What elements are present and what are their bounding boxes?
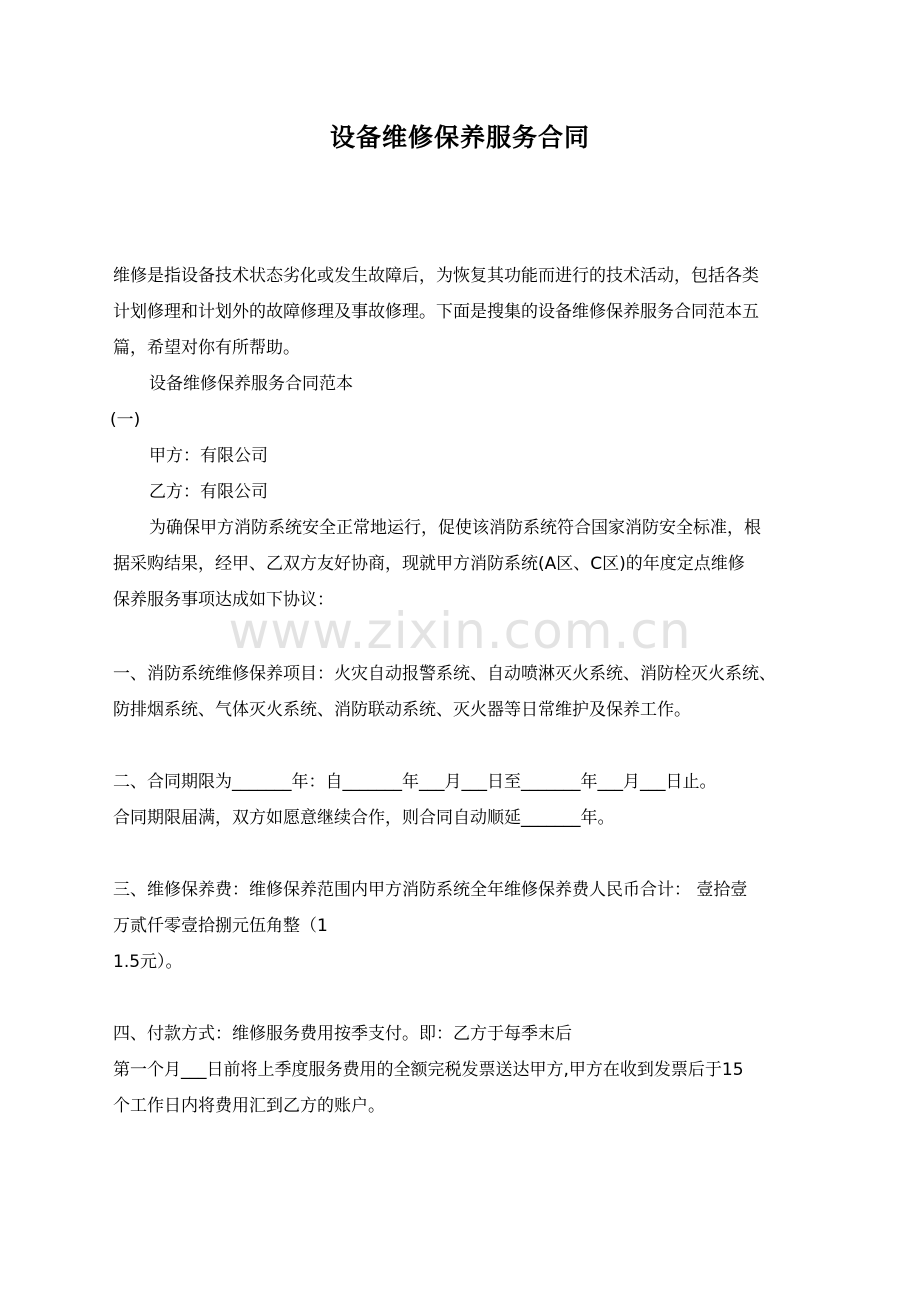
clause-4-line: 第一个月___日前将上季度服务费用的全额完税发票送达甲方,甲方在收到发票后于15	[113, 1060, 744, 1080]
party-b-block	[113, 474, 268, 510]
preamble-paragraph	[113, 510, 761, 618]
party-a: 甲方：有限公司	[149, 446, 268, 466]
clause-3-line: 三、维修保养费：维修保养范围内甲方消防系统全年维修保养费人民币合计： 壹拾壹	[113, 880, 748, 900]
clause-4-line: 四、付款方式：维修服务费用按季支付。即：乙方于每季末后	[113, 1024, 572, 1044]
document-title: 设备维修保养服务合同	[329, 123, 590, 152]
clause-3-line: 1.5元）。	[113, 952, 183, 972]
clause-2-line: 合同期限届满，双方如愿意继续合作，则合同自动顺延_______年。	[113, 808, 615, 828]
sample-heading: 设备维修保养服务合同范本	[149, 374, 353, 394]
clause-4-line: 个工作日内将费用汇到乙方的账户。	[113, 1096, 385, 1116]
preamble-line: 保养服务事项达成如下协议：	[113, 590, 334, 610]
clause-1	[113, 656, 776, 728]
intro-line: 篇，希望对你有所帮助。	[113, 338, 300, 358]
preamble-line: 为确保甲方消防系统安全正常地运行，促使该消防系统符合国家消防安全标准，根	[149, 518, 761, 538]
clause-1-line: 防排烟系统、气体灭火系统、消防联动系统、灭火器等日常维护及保养工作。	[113, 700, 691, 720]
clause-4	[113, 1016, 744, 1124]
clause-3-line: 万贰仟零壹拾捌元伍角整（1	[113, 916, 328, 936]
clause-2-line: 二、合同期限为_______年：自_______年___月___日至_______年___月___日止。	[113, 772, 717, 792]
preamble-line: 据采购结果，经甲、乙双方友好协商，现就甲方消防系统(A区、C区)的年度定点维修	[113, 554, 745, 574]
intro-paragraph	[113, 258, 759, 366]
sample-number-block	[110, 402, 140, 438]
intro-line: 维修是指设备技术状态劣化或发生故障后，为恢复其功能而进行的技术活动，包括各类	[113, 266, 759, 286]
sample-heading-block	[113, 366, 353, 402]
intro-line: 计划修理和计划外的故障修理及事故修理。下面是搜集的设备维修保养服务合同范本五	[113, 302, 759, 322]
party-a-block	[113, 438, 268, 474]
watermark-text: www.zixin.com.cn	[228, 602, 692, 660]
clause-3	[113, 872, 747, 980]
clause-1-line: 一、消防系统维修保养项目：火灾自动报警系统、自动喷淋灭火系统、消防栓灭火系统、	[113, 664, 776, 684]
clause-2	[113, 764, 717, 836]
sample-number: (一)	[110, 410, 141, 430]
party-b: 乙方：有限公司	[149, 482, 268, 502]
